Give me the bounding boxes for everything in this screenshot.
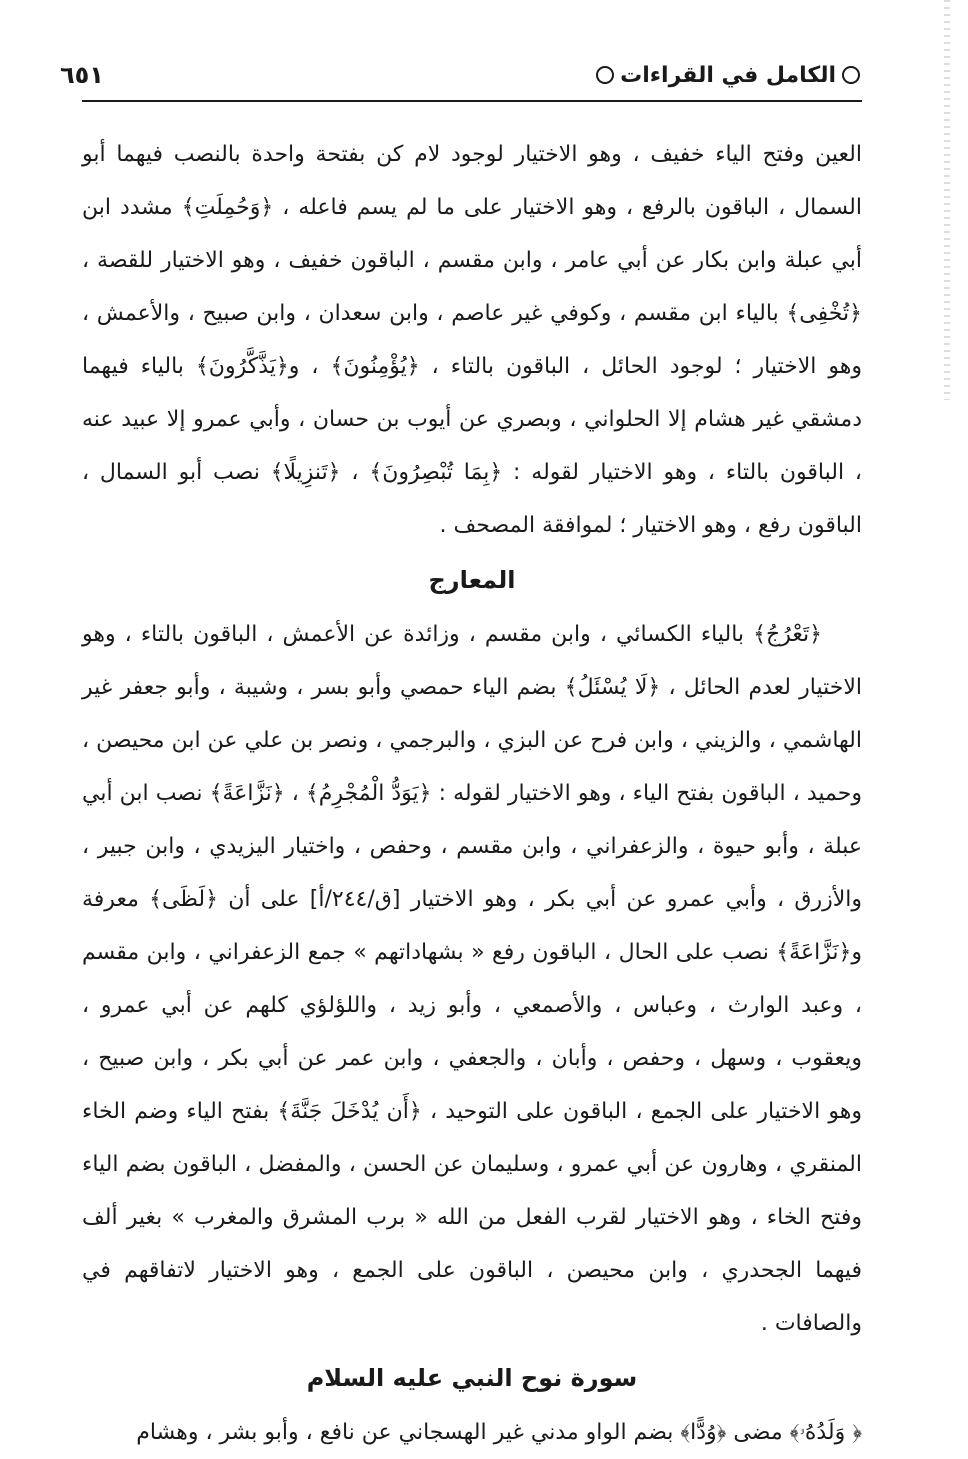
page-body (82, 128, 862, 1459)
running-title-text: الكامل في القراءات (620, 62, 836, 88)
page-number: ٦٥١ (60, 61, 104, 89)
page-header (60, 52, 860, 98)
paragraph: العين وفتح الياء خفيف ، وهو الاختيار لوجود لام كن بفتحة واحدة بالنصب فيهما أبو السمال ، الباقون بالرفع ، وهو الاختيار على ما لم يسم فاعله ، ﴿وَحُمِلَتِ﴾ مشدد ابن أبي عبلة وابن بكار عن أبي عامر ، وابن مقسم ، الباقون خفيف ، وهو الاختيار للقصة ، ﴿تُخْفِى﴾ بالياء ابن مقسم ، وكوفي غير عاصم ، وابن سعدان ، وابن صبيح ، والأعمش ، وهو الاختيار ؛ لوجود الحائل ، الباقون بالتاء ، ﴿يُؤْمِنُونَ﴾ ، و﴿يَذَّكَّرُونَ﴾ بالياء فيهما دمشقي غير هشام إلا الحلواني ، وبصري عن أيوب بن حسان ، وأبي عمرو إلا عبيد عنه ، الباقون بالتاء ، وهو الاختيار لقوله : ﴿بِمَا تُبْصِرُونَ﴾ ، ﴿تَنزِيلًا﴾ نصب أبو السمال ، الباقون رفع ، وهو الاختيار ؛ لموافقة المصحف . (82, 142, 862, 538)
header-rule (82, 100, 862, 102)
paragraph: ﴿تَعْرُجُ﴾ بالياء الكسائي ، وابن مقسم ، وزائدة عن الأعمش ، الباقون بالتاء ، وهو الاختيار لعدم الحائل ، ﴿لَا يُسْئَلُ﴾ بضم الياء حمصي وأبو بسر ، وشيبة ، وأبو جعفر غير الهاشمي ، والزيني ، وابن فرح عن البزي ، والبرجمي ، ونصر بن علي عن ابن محيصن ، وحميد ، الباقون بفتح الياء ، وهو الاختيار لقوله : ﴿يَوَدُّ الْمُجْرِمُ﴾ ، ﴿نَزَّاعَةً﴾ نصب ابن أبي عبلة ، وأبو حيوة ، والزعفراني ، وابن مقسم ، وحفص ، واختيار اليزيدي ، وابن جبير ، والأزرق ، وأبي عمرو عن أبي بكر ، وهو الاختيار [ق/٢٤٤/أ] على أن ﴿لَظَى﴾ معرفة و﴿نَزَّاعَةً﴾ نصب على الحال ، الباقون رفع « بشهاداتهم » جمع الزعفراني ، وابن مقسم ، وعبد الوارث ، وعباس ، والأصمعي ، وأبو زيد ، واللؤلؤي كلهم عن أبي عمرو ، ويعقوب ، وسهل ، وحفص ، وأبان ، والجعفي ، وابن عمر عن أبي بكر ، وابن صبيح ، وهو الاختيار على الجمع ، الباقون على التوحيد ، ﴿أَن يُدْخَلَ جَنَّةَ﴾ بفتح الياء وضم الخاء المنقري ، وهارون عن أبي عمرو ، وسليمان عن الحسن ، والمفضل ، الباقون بضم الياء وفتح الخاء ، وهو الاختيار لقرب الفعل من الله « برب المشرق والمغرب » بغير ألف فيهما الجحدري ، وابن محيصن ، الباقون على الجمع ، وهو الاختيار لاتفاقهم في والصافات . (82, 622, 862, 1336)
scan-edge-marks (944, 0, 950, 400)
section-heading: المعارج (428, 566, 516, 594)
running-title (596, 63, 860, 88)
section-heading: سورة نوح النبي عليه السلام (306, 1364, 638, 1392)
paragraph: ﴿ وَلَدُهُۥ﴾ مضى ﴿وُدًّا﴾ بضم الواو مدني غير الهسجاني عن نافع ، وأبو بشر ، وهشام (136, 1420, 862, 1445)
circle-ornament-icon (842, 66, 860, 84)
circle-ornament-icon (596, 66, 614, 84)
